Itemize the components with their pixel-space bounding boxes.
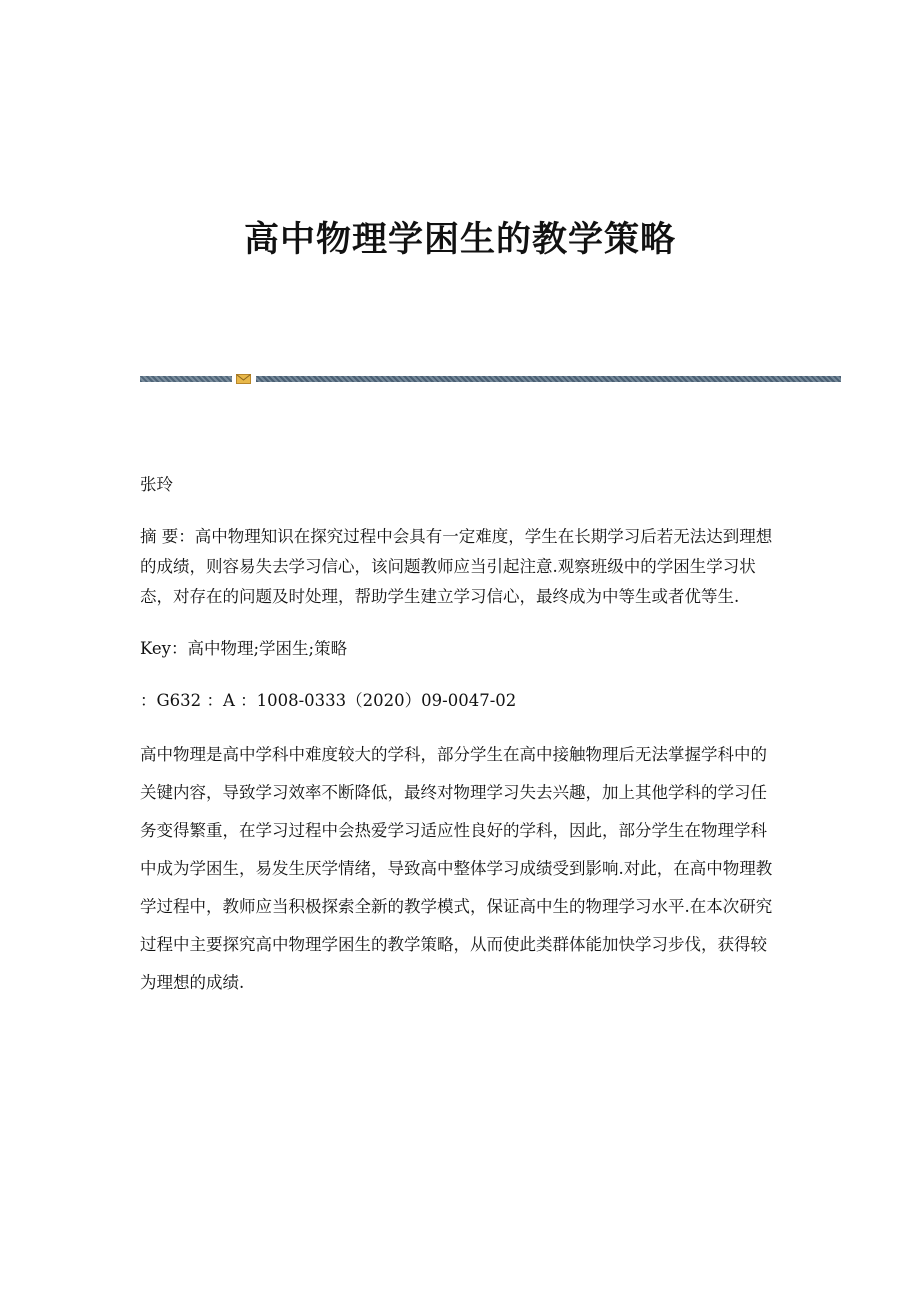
clc-code: G632 [156, 691, 202, 710]
doc-prefix: ： [206, 691, 223, 710]
clc-prefix: ： [140, 691, 157, 710]
body-paragraph: 高中物理是高中学科中难度较大的学科，部分学生在高中接触物理后无法掌握学科中的关键内容，导致学习效率不断降低，最终对物理学习失去兴趣，加上其他学科的学习任务变得繁重，在学习过程中会热爱学习适应性良好的学科，因此，部分学生在物理学科中成为学困生，易发生厌学情绪，导致高中整体学习成绩受到影响.对此，在高中物理教学过程中，教师应当积极探索全新的教学模式，保证高中生的物理学习水平.在本次研究过程中主要探究高中物理学困生的教学策略，从而使此类群体能加快学习步伐，获得较为理想的成绩. [140, 745, 773, 992]
keywords-label: Key [140, 639, 171, 658]
classification-line [140, 686, 782, 716]
author-name: 张玲 [140, 475, 173, 494]
article-title: 高中物理学困生的教学策略 [243, 219, 676, 260]
abstract-label: 摘 要 [140, 527, 179, 546]
keywords-colon: ： [170, 639, 188, 658]
envelope-icon [236, 374, 251, 384]
divider-bar-right [256, 376, 841, 382]
abstract-text: 高中物理知识在探究过程中会具有一定难度，学生在长期学习后若无法达到理想的成绩，则容易失去学习信心，该问题教师应当引起注意.观察班级中的学困生学习状态，对存在的问题及时处理，帮助学生建立学习信心，最终成为中等生或者优等生. [140, 527, 773, 606]
article-id: 1008-0333（2020）09-0047-02 [256, 691, 517, 710]
title-divider [140, 374, 841, 383]
divider-bar-left [140, 376, 232, 382]
abstract [140, 522, 782, 612]
article-content [140, 470, 782, 1002]
abstract-colon: ： [178, 527, 195, 546]
keywords [140, 634, 782, 664]
doc-code: A [222, 691, 235, 710]
keywords-text: 高中物理;学困生;策略 [187, 639, 348, 658]
id-prefix: ： [240, 691, 257, 710]
